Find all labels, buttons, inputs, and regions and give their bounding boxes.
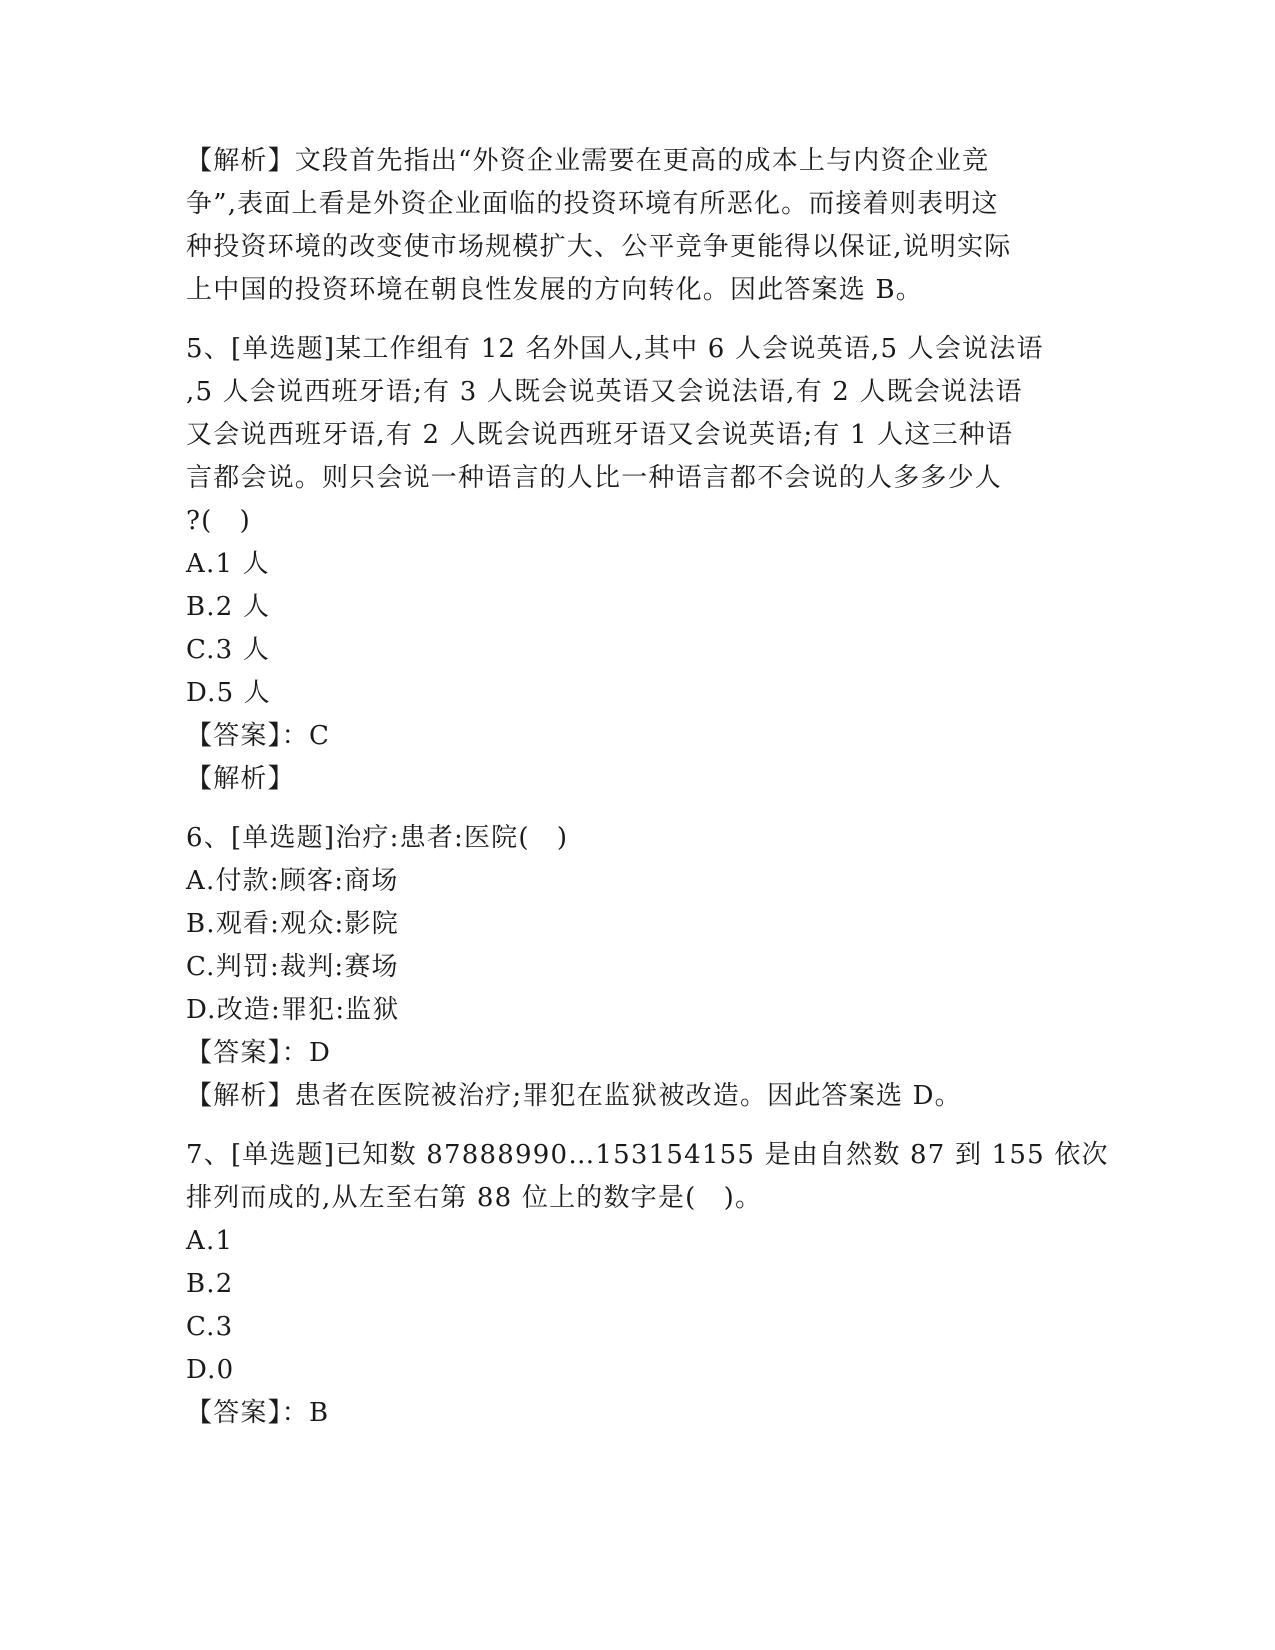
option-a: A.1 人 — [186, 549, 270, 579]
spacer — [186, 312, 1086, 328]
document-page — [186, 140, 1109, 1435]
option-d: D.5 人 — [186, 678, 271, 708]
option-c: C.3 — [186, 1312, 234, 1342]
paragraph-line: 种投资环境的改变使市场规模扩大、公平竞争更能得以保证,说明实际 — [186, 232, 1012, 262]
spacer — [186, 801, 1086, 817]
analysis-line: 【解析】患者在医院被治疗;罪犯在监狱被改造。因此答案选 D。 — [186, 1081, 962, 1111]
option-d: D.改造:罪犯:监狱 — [186, 995, 400, 1025]
option-c: C.判罚:裁判:赛场 — [186, 952, 399, 982]
option-b: B.观看:观众:影院 — [186, 909, 399, 939]
paragraph-line: 争”,表面上看是外资企业面临的投资环境有所恶化。而接着则表明这 — [186, 189, 999, 219]
option-a: A.付款:顾客:商场 — [186, 866, 399, 896]
spacer — [186, 1118, 1086, 1134]
question-7 — [186, 1134, 1109, 1435]
question-stem-line: 6、[单选题]治疗:患者:医院( ) — [186, 823, 569, 853]
q4-analysis-block — [186, 140, 1086, 312]
question-5 — [186, 328, 1086, 801]
option-d: D.0 — [186, 1355, 235, 1385]
question-6 — [186, 817, 1086, 1118]
question-stem-line: 言都会说。则只会说一种语言的人比一种语言都不会说的人多多少人 — [186, 463, 1003, 493]
question-stem-line: ?( ) — [186, 506, 252, 536]
question-stem-line: 7、[单选题]已知数 87888990…153154155 是由自然数 87 到 155 依次 — [186, 1140, 1109, 1170]
option-b: B.2 人 — [186, 592, 271, 622]
question-stem-line: 又会说西班牙语,有 2 人既会说西班牙语又会说英语;有 1 人这三种语 — [186, 420, 1014, 450]
answer-line: 【答案】：C — [186, 721, 331, 751]
paragraph-line: 【解析】文段首先指出“外资企业需要在更高的成本上与内资企业竞 — [186, 146, 990, 176]
option-b: B.2 — [186, 1269, 234, 1299]
option-c: C.3 人 — [186, 635, 271, 665]
question-stem-line: 排列而成的,从左至右第 88 位上的数字是( )。 — [186, 1183, 763, 1213]
answer-line: 【答案】：D — [186, 1038, 332, 1068]
question-stem-line: ,5 人会说西班牙语;有 3 人既会说英语又会说法语,有 2 人既会说法语 — [186, 377, 1023, 407]
option-a: A.1 — [186, 1226, 234, 1256]
analysis-line: 【解析】 — [186, 764, 295, 794]
answer-line: 【答案】：B — [186, 1398, 330, 1428]
question-stem-line: 5、[单选题]某工作组有 12 名外国人,其中 6 人会说英语,5 人会说法语 — [186, 334, 1044, 364]
paragraph-line: 上中国的投资环境在朝良性发展的方向转化。因此答案选 B。 — [186, 275, 923, 305]
